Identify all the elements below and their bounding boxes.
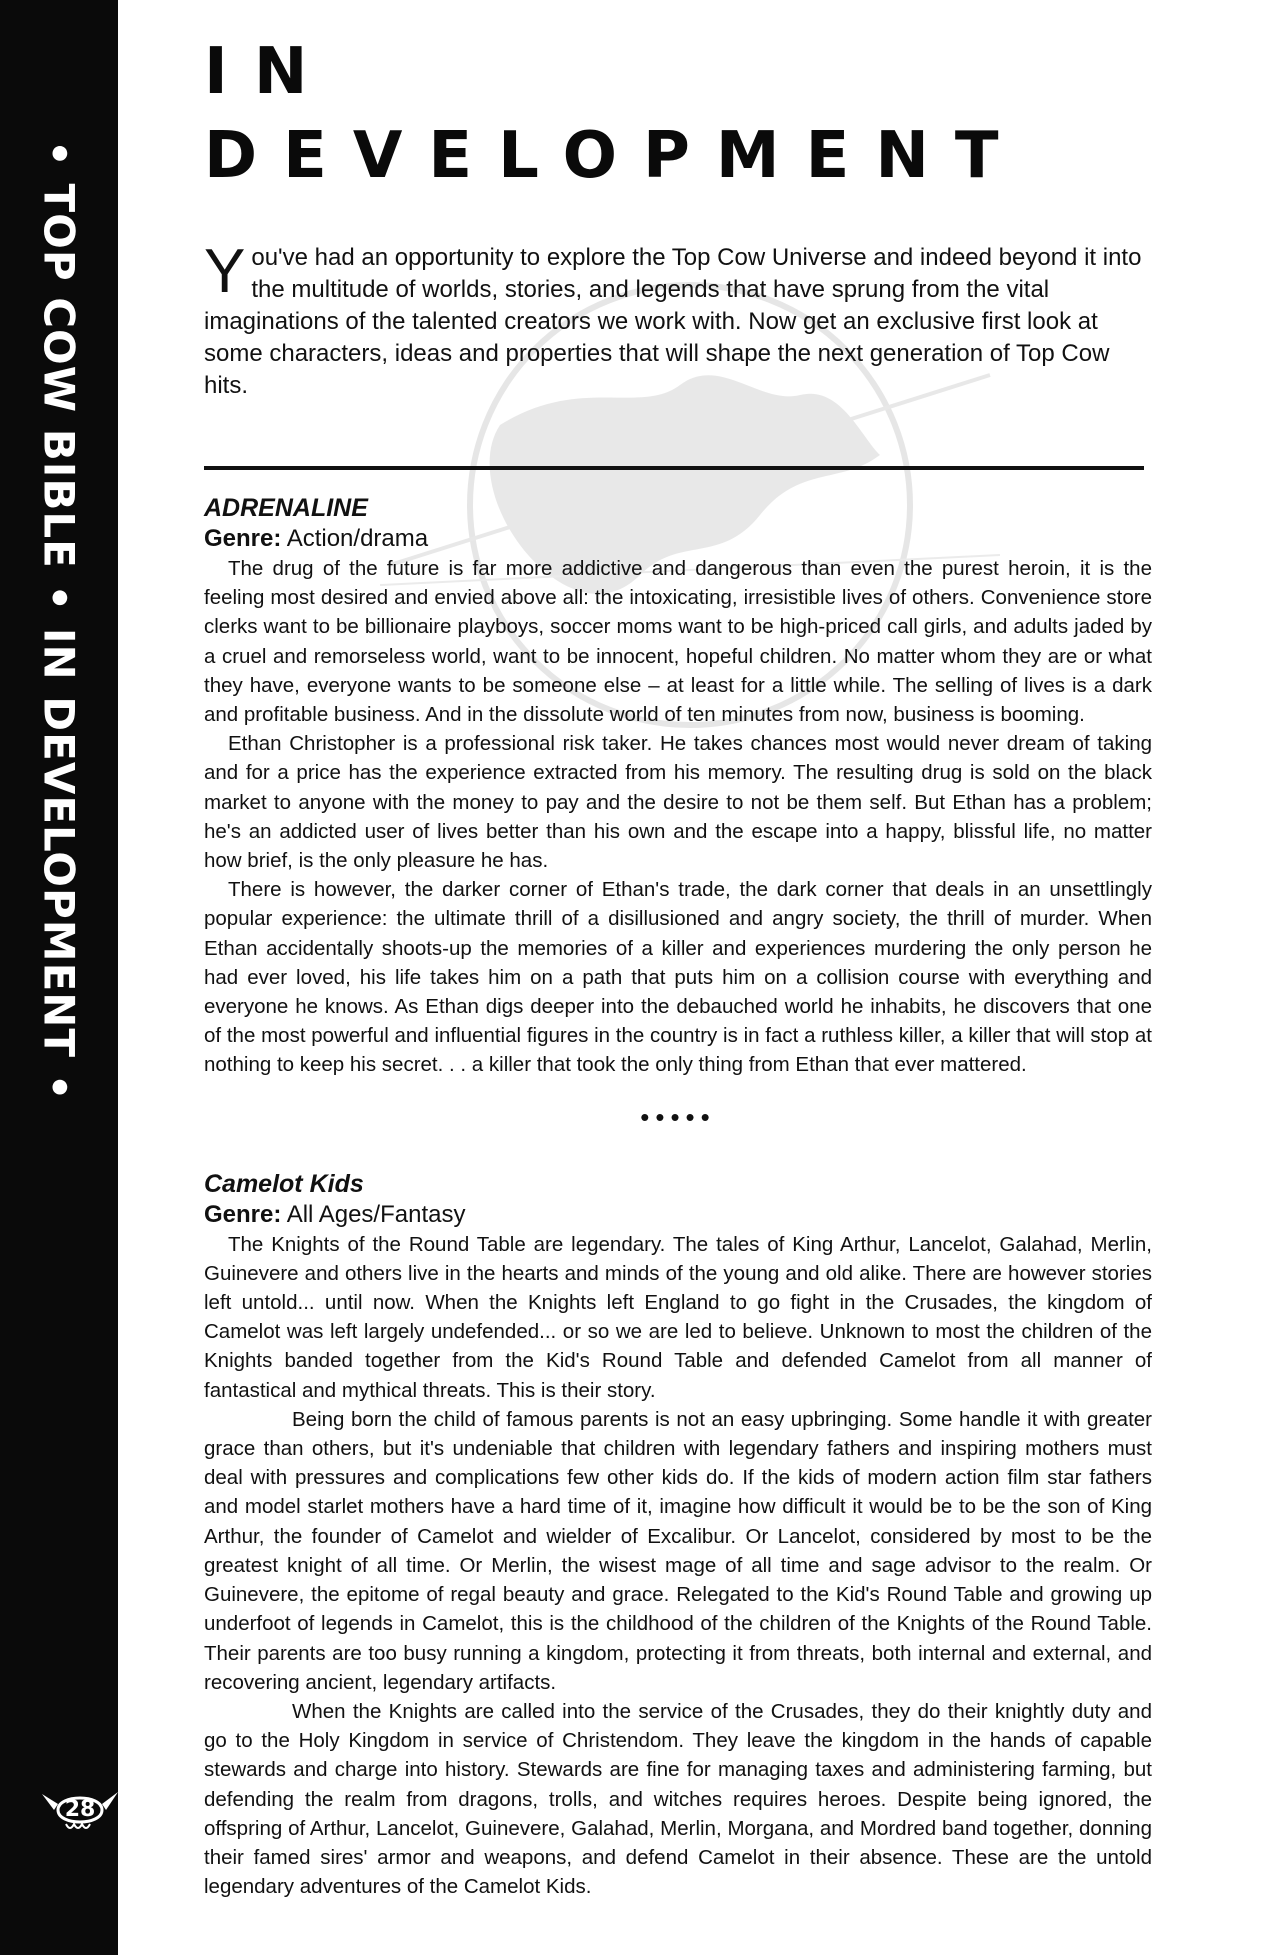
genre-line-camelot-kids (204, 1200, 1152, 1230)
camelot-paragraph: Being born the child of famous parents is not an easy upbringing. Some handle it with greater grace than others, but it's undeniable that children with legendary fathers and inspiring mothers must deal with pressures and complications few other kids do. If the kids of modern action film star fathers and model starlet mothers have a hard time of it, imagine how difficult it would be to be the son of King Arthur, the founder of Camelot and wielder of Excalibur. Or Lancelot, considered by most to be the greatest knight of all time. Or Merlin, the wisest mage of all time and sage advisor to the realm. Or Guinevere, the epitome of regal beauty and grace. Relegated to the Kid's Round Table and growing up underfoot of legends in Camelot, this is the childhood of the children of the Knights of the Round Table. Their parents are too busy running a kingdom, protecting it from threats, both internal and external, and recovering ancient, legendary artifacts. (204, 1407, 1152, 1694)
adrenaline-paragraph: Ethan Christopher is a professional risk taker. He takes chances most would never dream of taking and for a price has the experience extracted from his memory. The resulting drug is sold on the black market to anyone with the money to pay and the desire to not be them self. But Ethan has a problem; he's an addicted user of lives better than his own and the escape into a happy, blissful life, no matter how brief, is the only pleasure he has. (204, 732, 1152, 873)
page-title: IN DEVELOPMENT (204, 35, 1025, 193)
intro-paragraph (204, 237, 1152, 402)
intro-text: ou've had an opportunity to explore the Top Cow Universe and indeed beyond it into the multitude of worlds, stories, and legends that have sprung from the vital imaginations of the talented creators we work with. Now get an exclusive first look at some characters, ideas and properties that will shape the next generation of Top Cow hits. (204, 244, 1142, 399)
page-number: 28 (64, 1797, 96, 1822)
sidebar-title: • TOP COW BIBLE • IN DEVELOPMENT • (34, 140, 84, 1102)
adrenaline-paragraph: There is however, the darker corner of Ethan's trade, the dark corner that deals in an unsettlingly popular experience: the ultimate thrill of a disillusioned and angry society, the thrill of murder. When Ethan accidentally shoots-up the memories of a killer and experiences murdering the only person he had ever loved, his life takes him on a path that puts him on a collision course with everything and everyone he knows. As Ethan digs deeper into the debauched world he inhabits, he discovers that one of the most powerful and influential figures in the country is in fact a ruthless killer, a killer that will stop at nothing to keep his secret. . . a killer that took the only thing from Ethan that ever mattered. (204, 878, 1152, 1077)
section-divider (204, 466, 1144, 470)
page-number-badge (40, 1780, 120, 1840)
genre-label: Genre: (204, 525, 282, 552)
intro-dropcap: Y (204, 237, 246, 306)
section-title-camelot-kids: Camelot Kids (204, 1169, 364, 1198)
camelot-paragraph: The Knights of the Round Table are legendary. The tales of King Arthur, Lancelot, Galahad, Merlin, Guinevere and others live in the hearts and minds of the young and old alike. There are however stories left untold... until now. When the Knights left England to go fight in the Crusades, the kingdom of Camelot was left largely undefended... or so we are led to believe. Unknown to most the children of the Knights banded together from the Kid's Round Table and defended Camelot from all manner of fantastical and mythical threats. This is their story. (204, 1232, 1152, 1402)
genre-value: Action/drama (286, 525, 429, 552)
section-title-adrenaline: ADRENALINE (204, 494, 368, 522)
adrenaline-paragraph: The drug of the future is far more addictive and dangerous than even the purest heroin, it is the feeling most desired and envied above all: the intoxicating, irresistible lives of others. Convenience store clerks want to be billionaire playboys, soccer moms want to be high-priced call girls, and adults jaded by a cruel and remorseless world, want to be innocent, hopeful children. No matter whom they are or what they have, everyone wants to be someone else – at least for a little while. The selling of lives is a dark and profitable business. And in the dissolute world of ten minutes from now, business is booming. (204, 557, 1152, 727)
dot-separator: ••••• (640, 1101, 716, 1132)
genre-line-adrenaline (204, 524, 1152, 554)
sidebar-strip (0, 0, 118, 1955)
genre-value: All Ages/Fantasy (286, 1200, 466, 1228)
camelot-paragraph: When the Knights are called into the service of the Crusades, they do their knightly duty and go to the Holy Kingdom in service of Christendom. They leave the kingdom in the hands of capable stewards and charge into history. Stewards are fine for managing taxes and administering farming, but defending the realm from dragons, trolls, and witches requires heroes. Despite being ignored, the offspring of Arthur, Lancelot, Guinevere, Galahad, Merlin, Morgana, and Mordred band together, donning their famed sires' armor and weapons, and defend Camelot in their absence. These are the untold legendary adventures of the Camelot Kids. (204, 1699, 1152, 1899)
main-content (204, 30, 1152, 1901)
genre-label: Genre: (204, 1200, 282, 1228)
